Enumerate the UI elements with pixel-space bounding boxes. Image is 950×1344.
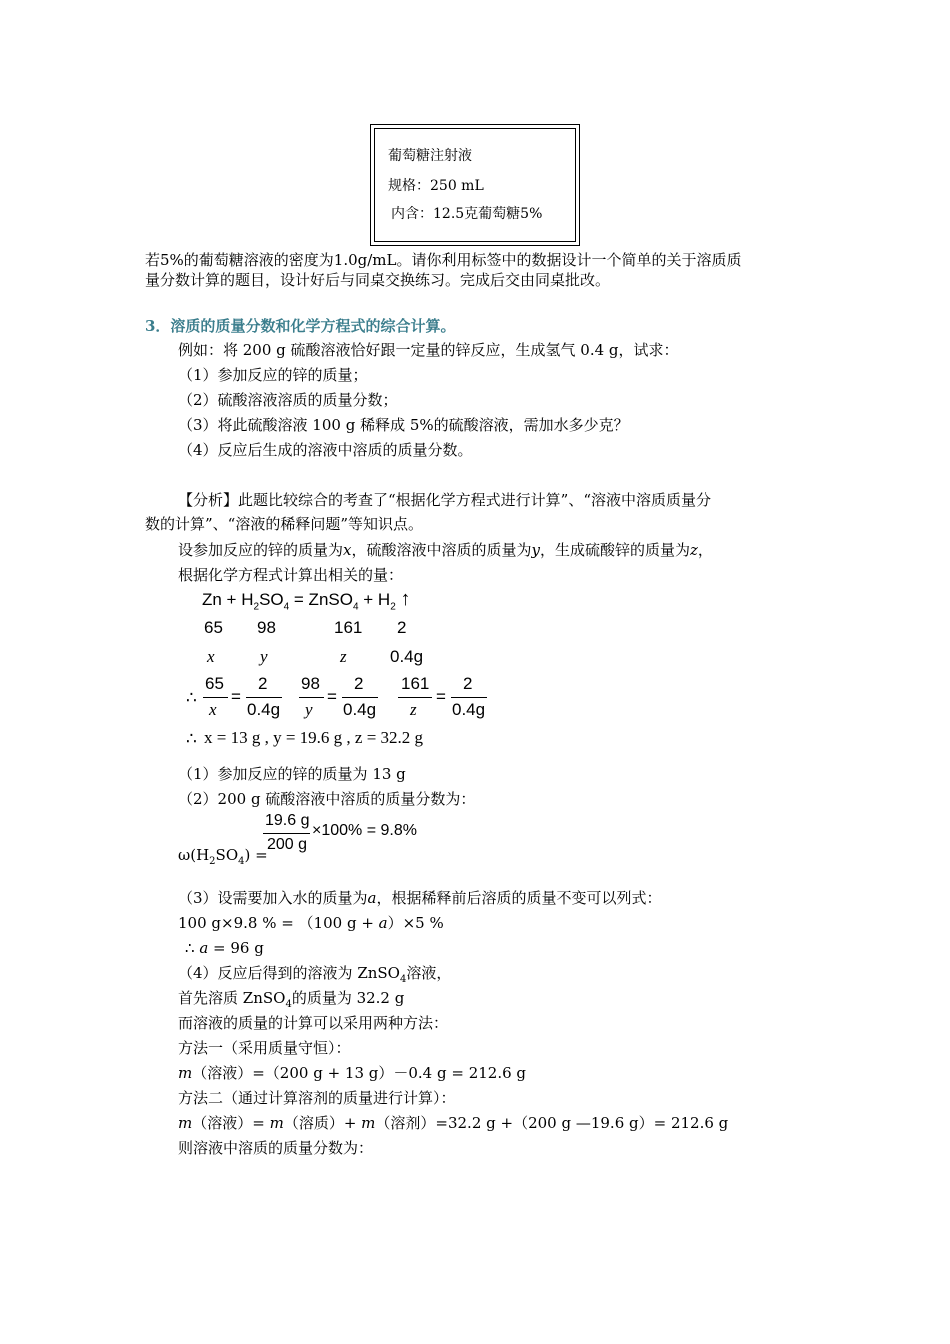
fraction-2-denominator: y [305, 700, 313, 719]
chemical-equation: $Zn + H_2SO_4$ = ZnSO$_4$ + $H_2$ ↑ [202, 588, 411, 613]
fraction-2-rhs-denominator: 0.4g [343, 700, 377, 719]
mass-zn: 65 [204, 618, 223, 637]
analysis-line-2: 数的计算”、“溶液的稀释问题”等知识点。 [145, 515, 424, 533]
analysis-line-1: 【分析】此题比较综合的考查了“根据化学方程式进行计算”、“溶液中溶质质量分 [178, 491, 712, 509]
mass-h2: 2 [397, 618, 407, 637]
answer-4-methods-intro: 而溶液的质量的计算可以采用两种方法： [178, 1014, 449, 1032]
method-1-equation: m（溶液）=（200 g + 13 g）－0.4 g = 212.6 g [178, 1064, 527, 1082]
glucose-label-box [370, 124, 580, 246]
fraction-2-bar [299, 697, 324, 698]
omega-result: ×100% = 9.8% [312, 822, 417, 839]
fraction-2-equals: = [327, 687, 337, 706]
fraction-3-rhs-bar [451, 697, 487, 698]
question-4: （4）反应后生成的溶液中溶质的质量分数。 [178, 441, 473, 459]
answer-2-intro: （2）200 g 硫酸溶液中溶质的质量分数为： [178, 790, 476, 808]
method-1-title: 方法一（采用质量守恒）： [178, 1039, 351, 1057]
answer-3-result: ∴ a = 96 g [185, 939, 264, 957]
omega-denominator: 200 g [267, 836, 308, 853]
final-prompt: 则溶液中溶质的质量分数为： [178, 1139, 374, 1157]
omega-label: $\omega(H_2SO_4)$ = [178, 846, 268, 867]
method-2-equation: m（溶液）= m（溶质）+ m（溶剂）=32.2 g +（200 g —19.6 g）= 212.6 g [178, 1114, 729, 1132]
fraction-1-equals: = [231, 687, 241, 706]
analysis-calc-intro: 根据化学方程式计算出相关的量： [178, 566, 404, 584]
fraction-2-numerator: 98 [301, 674, 320, 693]
label-spec: 规格：250 mL [388, 178, 484, 194]
question-2: （2）硫酸溶液溶质的质量分数； [178, 391, 398, 409]
label-product-name: 葡萄糖注射液 [388, 148, 472, 164]
therefore-symbol-1: ∴ [186, 688, 197, 707]
answer-4-solute-mass: 首先溶质 ZnSO$_4$的质量为 32.2 g [178, 989, 405, 1010]
answer-3-intro: （3）设需要加入水的质量为a，根据稀释前后溶质的质量不变可以列式： [178, 889, 662, 907]
analysis-set-variables: 设参加反应的锌的质量为x，硫酸溶液中溶质的质量为y，生成硫酸锌的质量为z， [178, 541, 713, 559]
answer-1: （1）参加反应的锌的质量为 13 g [178, 765, 406, 783]
mass-znso4: 161 [334, 618, 363, 637]
mass-hydrogen-value: 0.4g [390, 647, 424, 666]
fraction-3-denominator: z [410, 700, 417, 719]
omega-fraction-bar [263, 833, 310, 834]
intro-line-1: 若5%的葡萄糖溶液的密度为1.0g/mL。请你利用标签中的数据设计一个简单的关于溶质质 [145, 251, 742, 269]
fraction-1-rhs-denominator: 0.4g [247, 700, 281, 719]
fraction-3-rhs-numerator: 2 [463, 674, 473, 693]
question-3: （3）将此硫酸溶液 100 g 稀释成 5%的硫酸溶液，需加水多少克？ [178, 416, 629, 434]
fraction-1-rhs-numerator: 2 [258, 674, 268, 693]
fraction-1-rhs-bar [246, 697, 282, 698]
fraction-2-rhs-bar [342, 697, 378, 698]
fraction-3-rhs-denominator: 0.4g [452, 700, 486, 719]
var-y: y [260, 647, 268, 666]
mass-h2so4: 98 [257, 618, 276, 637]
fraction-1-denominator: x [209, 700, 217, 719]
question-1: （1）参加反应的锌的质量； [178, 366, 368, 384]
answer-4-intro: （4）反应后得到的溶液为 ZnSO$_4$溶液， [178, 964, 452, 985]
fraction-1-bar [203, 697, 228, 698]
var-x: x [207, 647, 215, 666]
example-text: 例如：将 200 g 硫酸溶液恰好跟一定量的锌反应，生成氢气 0.4 g，试求： [178, 341, 679, 359]
fraction-3-numerator: 161 [401, 674, 430, 693]
method-2-title: 方法二（通过计算溶剂的质量进行计算）： [178, 1089, 456, 1107]
intro-line-2: 量分数计算的题目，设计好后与同桌交换练习。完成后交由同桌批改。 [145, 271, 611, 289]
fraction-2-rhs-numerator: 2 [354, 674, 364, 693]
answer-3-equation: 100 g×9.8 % = （100 g + a）×5 % [178, 914, 444, 932]
omega-numerator: 19.6 g [265, 812, 310, 829]
var-z: z [340, 647, 347, 666]
label-content: 内含：12.5克葡萄糖5% [391, 206, 543, 222]
fraction-3-bar [398, 697, 432, 698]
therefore-symbol-2: ∴ [186, 729, 197, 748]
fraction-1-numerator: 65 [205, 674, 224, 693]
result-values: x = 13 g , y = 19.6 g , z = 32.2 g [204, 728, 424, 747]
section-3-heading: 3．溶质的质量分数和化学方程式的综合计算。 [145, 317, 456, 335]
fraction-3-equals: = [436, 687, 446, 706]
